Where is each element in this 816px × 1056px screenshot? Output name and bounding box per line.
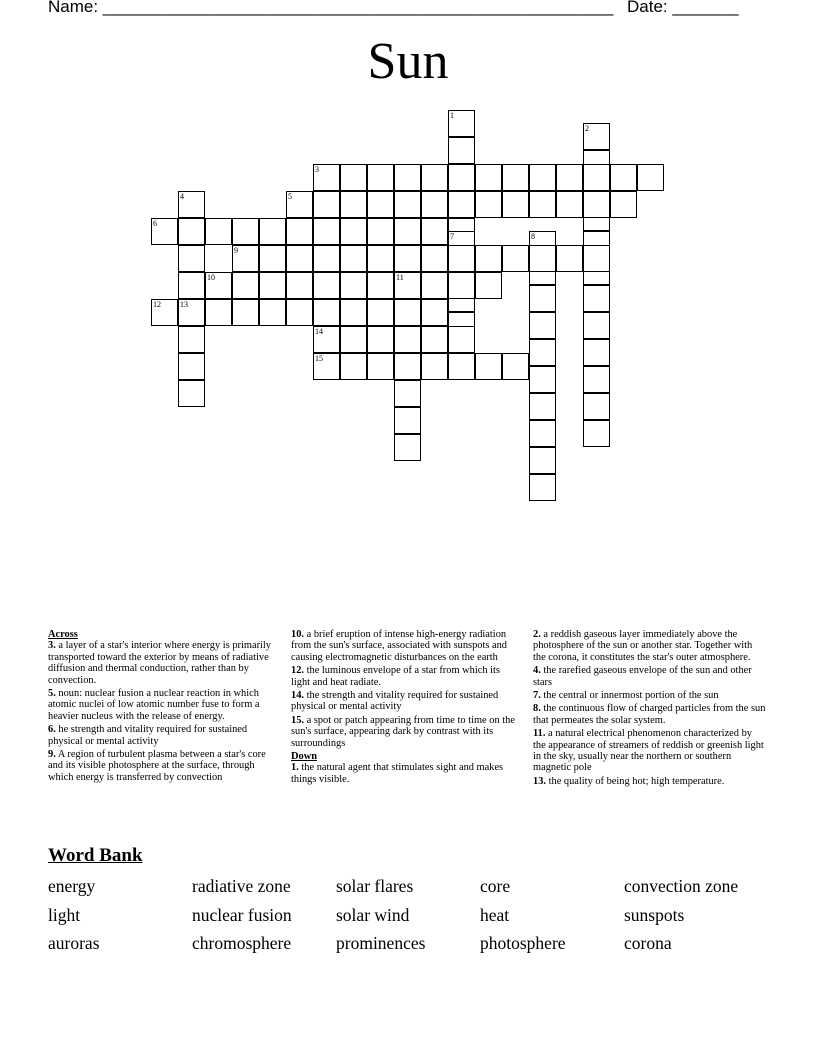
- across-heading: Across: [48, 629, 78, 640]
- clue-across-5: 5. noun: nuclear fusion a nuclear reaction in which atomic nuclei of low atomic number fuse to form a heavier nucleus with the release of energy.: [48, 688, 260, 722]
- crossword-cell[interactable]: [583, 339, 610, 366]
- cell-number: 14: [315, 326, 323, 336]
- clue-across-12: 12. the luminous envelope of a star from which its light and heat radiate.: [291, 665, 500, 688]
- crossword-cell[interactable]: [475, 191, 502, 218]
- crossword-cell[interactable]: [205, 272, 232, 299]
- clue-down-7: 7. the central or innermost portion of the sun: [533, 690, 719, 702]
- crossword-cell[interactable]: [448, 137, 475, 164]
- across-clues-column: [48, 629, 278, 785]
- word-bank-item: prominences: [336, 933, 426, 953]
- crossword-cell[interactable]: [394, 353, 421, 380]
- crossword-cell[interactable]: [313, 326, 340, 353]
- crossword-cell[interactable]: [178, 272, 205, 299]
- crossword-cell[interactable]: [259, 245, 286, 272]
- crossword-cell[interactable]: [205, 299, 232, 326]
- word-bank-item: photosphere: [480, 933, 566, 953]
- crossword-cell[interactable]: [340, 353, 367, 380]
- crossword-cell[interactable]: [232, 299, 259, 326]
- crossword-cell[interactable]: [313, 218, 340, 245]
- cell-number: 9: [234, 245, 238, 255]
- name-field[interactable]: Name: ______________________________________________________: [48, 0, 614, 16]
- clue-across-3: 3. a layer of a star's interior where energy is primarily transported toward the exterior by means of radiative diffusion and thermal conduction, rather than by convection.: [48, 640, 271, 686]
- word-bank-item: radiative zone: [192, 876, 291, 896]
- crossword-cell[interactable]: [529, 393, 556, 420]
- word-bank: [48, 872, 788, 958]
- crossword-cell[interactable]: [232, 272, 259, 299]
- clue-across-14: 14. the strength and vitality required for sustained physical or mental activity: [291, 690, 499, 713]
- clue-across-15: 15. a spot or patch appearing from time to time on the sun's surface, appearing dark by contrast with its surroundings: [291, 714, 515, 749]
- crossword-cell[interactable]: [286, 245, 313, 272]
- crossword-cell[interactable]: [529, 474, 556, 501]
- crossword-cell[interactable]: [286, 272, 313, 299]
- crossword-cell[interactable]: [286, 299, 313, 326]
- clue-across-6: 6. he strength and vitality required for sustained physical or mental activity: [48, 724, 248, 747]
- down-heading: Down: [291, 751, 317, 763]
- crossword-cell[interactable]: [529, 366, 556, 393]
- word-bank-item: solar flares: [336, 876, 414, 896]
- crossword-cell[interactable]: [421, 272, 448, 299]
- crossword-cell[interactable]: [178, 299, 205, 326]
- page-title: Sun: [367, 33, 449, 90]
- crossword-cell[interactable]: [448, 245, 475, 272]
- word-bank-title: Word Bank: [48, 845, 143, 866]
- crossword-cell[interactable]: [367, 299, 394, 326]
- crossword-cell[interactable]: [502, 191, 529, 218]
- word-bank-item: auroras: [48, 933, 100, 953]
- crossword-cell[interactable]: [232, 218, 259, 245]
- crossword-cell[interactable]: [232, 245, 259, 272]
- word-bank-item: core: [480, 876, 511, 896]
- crossword-cell[interactable]: [529, 245, 556, 272]
- crossword-cell[interactable]: [529, 285, 556, 312]
- crossword-cell[interactable]: [286, 191, 313, 218]
- crossword-cell[interactable]: [313, 272, 340, 299]
- crossword-cell[interactable]: [151, 218, 178, 245]
- crossword-cell[interactable]: [340, 191, 367, 218]
- crossword-cell[interactable]: [340, 326, 367, 353]
- word-bank-item: chromosphere: [192, 933, 292, 953]
- crossword-cell[interactable]: [421, 245, 448, 272]
- crossword-cell[interactable]: [178, 353, 205, 380]
- crossword-cell[interactable]: [178, 218, 205, 245]
- word-bank-item: nuclear fusion: [192, 904, 292, 925]
- word-bank-item: heat: [480, 904, 510, 925]
- crossword-cell[interactable]: [178, 191, 205, 218]
- clue-down-4: 4. the rarefied gaseous envelope of the sun and other stars: [533, 665, 752, 688]
- crossword-cell[interactable]: [313, 353, 340, 380]
- crossword-cell[interactable]: [529, 420, 556, 447]
- crossword-cell[interactable]: [421, 353, 448, 380]
- crossword-cell[interactable]: [421, 326, 448, 353]
- crossword-cell[interactable]: [475, 272, 502, 299]
- crossword-cell[interactable]: [394, 272, 421, 299]
- crossword-cell[interactable]: [448, 191, 475, 218]
- crossword-cell[interactable]: [340, 245, 367, 272]
- crossword-cell[interactable]: [583, 164, 610, 191]
- crossword-cell[interactable]: [367, 326, 394, 353]
- crossword-cell[interactable]: [529, 312, 556, 339]
- crossword-cell[interactable]: [556, 245, 583, 272]
- crossword-cell[interactable]: [340, 164, 367, 191]
- word-bank-item: solar wind: [336, 904, 410, 925]
- crossword-cell[interactable]: [178, 380, 205, 407]
- crossword-cell[interactable]: [529, 164, 556, 191]
- cell-number: 12: [153, 299, 161, 309]
- crossword-cell[interactable]: [394, 434, 421, 461]
- crossword-cell[interactable]: [394, 164, 421, 191]
- crossword-cell[interactable]: [475, 353, 502, 380]
- crossword-cell[interactable]: [556, 164, 583, 191]
- clue-down-1: 1. the natural agent that stimulates sight and makes things visible.: [291, 762, 504, 785]
- crossword-cell[interactable]: [394, 191, 421, 218]
- clue-across-9: 9. A region of turbulent plasma between a star's core and its visible photosphere at the surface, through which energy is transferred by convection: [48, 749, 266, 783]
- clue-down-11: 11. a natural electrical phenomenon characterized by the appearance of streamers of reddish or greenish light in the sky, usually near the northern or southern magnetic pole: [533, 728, 764, 774]
- crossword-cell[interactable]: [448, 326, 475, 353]
- crossword-cell[interactable]: [502, 245, 529, 272]
- crossword-cell[interactable]: [529, 339, 556, 366]
- crossword-cell[interactable]: [637, 164, 664, 191]
- word-bank-item: light: [48, 904, 81, 925]
- cell-number: 10: [207, 272, 215, 282]
- crossword-cell[interactable]: [421, 218, 448, 245]
- cell-number: 6: [153, 218, 157, 228]
- crossword-cell[interactable]: [475, 245, 502, 272]
- crossword-cell[interactable]: [367, 245, 394, 272]
- crossword-cell[interactable]: [610, 164, 637, 191]
- crossword-cell[interactable]: [583, 191, 610, 218]
- middle-clues-column: [291, 629, 519, 787]
- cell-number: 13: [180, 299, 188, 309]
- date-field[interactable]: Date: _______: [627, 0, 739, 16]
- crossword-cell[interactable]: [313, 164, 340, 191]
- cell-number: 4: [180, 191, 184, 201]
- crossword-cell[interactable]: [583, 312, 610, 339]
- crossword-cell[interactable]: [367, 164, 394, 191]
- crossword-cell[interactable]: [367, 353, 394, 380]
- crossword-cell[interactable]: [475, 164, 502, 191]
- crossword-cell[interactable]: [178, 326, 205, 353]
- crossword-cell[interactable]: [313, 191, 340, 218]
- cell-number: 3: [315, 164, 319, 174]
- crossword-cell[interactable]: [583, 285, 610, 312]
- cell-number: 11: [396, 272, 404, 282]
- cell-number: 15: [315, 353, 323, 363]
- crossword-cell[interactable]: [502, 164, 529, 191]
- word-bank-item: corona: [624, 933, 672, 953]
- crossword-cell[interactable]: [205, 218, 232, 245]
- clue-down-8: 8. the continuous flow of charged particles from the sun that permeates the solar system.: [533, 703, 766, 726]
- crossword-cell[interactable]: [313, 299, 340, 326]
- crossword-cell[interactable]: [448, 353, 475, 380]
- crossword-cell[interactable]: [394, 245, 421, 272]
- crossword-cell[interactable]: [421, 164, 448, 191]
- crossword-cell[interactable]: [259, 218, 286, 245]
- cell-number: 1: [450, 110, 454, 120]
- word-bank-item: energy: [48, 876, 96, 896]
- clue-across-10: 10. a brief eruption of intense high-energy radiation from the sun's surface, associated with sunspots and causing electromagnetic disturbances on the earth: [291, 629, 507, 663]
- crossword-cell[interactable]: [583, 420, 610, 447]
- crossword-cell[interactable]: [367, 191, 394, 218]
- down-clues-column: [533, 629, 767, 789]
- crossword-cell[interactable]: [529, 191, 556, 218]
- crossword-cell[interactable]: [367, 272, 394, 299]
- crossword-cell[interactable]: [367, 218, 394, 245]
- crossword-cell[interactable]: [259, 299, 286, 326]
- crossword-cell[interactable]: [313, 245, 340, 272]
- crossword-cell[interactable]: [448, 272, 475, 299]
- crossword-cell[interactable]: [421, 299, 448, 326]
- cell-number: 8: [531, 232, 535, 241]
- crossword-cell[interactable]: [583, 123, 610, 150]
- crossword-cell[interactable]: [259, 272, 286, 299]
- word-bank-item: sunspots: [624, 904, 685, 925]
- crossword-cell[interactable]: [394, 407, 421, 434]
- crossword-cell[interactable]: [394, 299, 421, 326]
- crossword-cell[interactable]: [610, 191, 637, 218]
- crossword-cell[interactable]: [583, 366, 610, 393]
- crossword-cell[interactable]: [178, 245, 205, 272]
- crossword-cell[interactable]: [394, 380, 421, 407]
- crossword-cell[interactable]: [340, 299, 367, 326]
- clue-down-2: 2. a reddish gaseous layer immediately above the photosphere of the sun or another star. Together with the corona, it constitutes the star's outer atmosphere.: [533, 629, 753, 663]
- crossword-cell[interactable]: [529, 447, 556, 474]
- crossword-cell[interactable]: [151, 299, 178, 326]
- crossword-cell[interactable]: [556, 191, 583, 218]
- crossword-cell[interactable]: [340, 272, 367, 299]
- crossword-cell[interactable]: [421, 191, 448, 218]
- crossword-cell[interactable]: [394, 218, 421, 245]
- cell-number: 5: [288, 191, 292, 201]
- crossword-cell[interactable]: [286, 218, 313, 245]
- crossword-cell[interactable]: [448, 164, 475, 191]
- crossword-cell[interactable]: [394, 326, 421, 353]
- crossword-cell[interactable]: [448, 110, 475, 137]
- cell-number: 2: [585, 124, 589, 133]
- clue-down-13: 13. the quality of being hot; high temperature.: [533, 775, 725, 787]
- crossword-cell[interactable]: [583, 245, 610, 272]
- crossword-cell[interactable]: [340, 218, 367, 245]
- cell-number: 7: [450, 232, 454, 241]
- crossword-cell[interactable]: [583, 393, 610, 420]
- word-bank-item: convection zone: [624, 876, 739, 896]
- crossword-cell[interactable]: [502, 353, 529, 380]
